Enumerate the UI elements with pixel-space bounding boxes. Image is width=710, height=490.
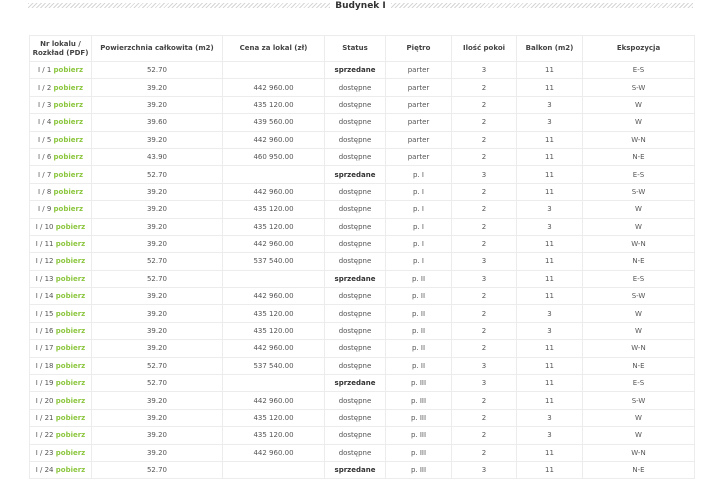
cell-nr [30,183,92,200]
cell-status: dostępne [325,201,386,218]
unit-number: I / 2 [37,83,52,92]
cell-nr [30,270,92,287]
download-plan-link[interactable]: pobierz [53,187,84,196]
cell-exposure: S-W [583,392,695,409]
cell-floor: p. II [386,322,452,339]
cell-rooms: 2 [452,340,517,357]
cell-area: 39.20 [92,183,223,200]
unit-number: I / 21 [35,414,54,422]
table-row [30,96,695,113]
cell-exposure: N-E [583,253,695,270]
cell-balcony: 11 [517,62,583,79]
table-header-row [30,36,695,62]
download-plan-link[interactable]: pobierz [55,222,86,231]
cell-area: 52.70 [92,62,223,79]
cell-floor: p. III [386,375,452,392]
cell-price: 435 120.00 [223,201,325,218]
cell-area: 39.20 [92,218,223,235]
table-row [30,114,695,131]
column-header-area: Powierzchnia całkowita (m2) [92,36,223,62]
cell-nr [30,288,92,305]
download-plan-link[interactable]: pobierz [55,361,86,370]
table-row [30,166,695,183]
cell-nr [30,114,92,131]
download-plan-link[interactable]: pobierz [55,379,86,388]
cell-price: 435 120.00 [223,427,325,444]
cell-balcony: 11 [517,253,583,270]
cell-price: 442 960.00 [223,288,325,305]
cell-exposure: E-S [583,375,695,392]
cell-exposure: W [583,114,695,131]
cell-exposure: S-W [583,288,695,305]
cell-floor: p. II [386,288,452,305]
cell-rooms: 3 [452,270,517,287]
cell-status: dostępne [325,253,386,270]
table-row [30,201,695,218]
download-plan-link[interactable]: pobierz [53,153,84,162]
cell-status: dostępne [325,183,386,200]
cell-nr [30,148,92,165]
cell-status: dostępne [325,305,386,322]
cell-nr [30,392,92,409]
cell-rooms: 2 [452,131,517,148]
cell-status: dostępne [325,114,386,131]
table-row [30,340,695,357]
unit-number: I / 18 [35,361,54,370]
cell-balcony: 11 [517,288,583,305]
column-header-rooms: Ilość pokoi [452,36,517,62]
section-heading [0,0,710,12]
table-row [30,253,695,270]
cell-area: 39.60 [92,114,223,131]
cell-exposure: W [583,322,695,339]
cell-price: 537 540.00 [223,357,325,374]
cell-nr [30,409,92,426]
download-plan-link[interactable]: pobierz [55,240,86,249]
cell-rooms: 2 [452,409,517,426]
cell-nr [30,201,92,218]
cell-status: sprzedane [325,166,386,183]
cell-price: 435 120.00 [223,96,325,113]
cell-floor: parter [386,79,452,96]
cell-exposure: W [583,427,695,444]
unit-number: I / 9 [37,205,52,214]
column-header-nr: Nr lokalu / Rozkład (PDF) [30,36,92,62]
cell-nr [30,131,92,148]
cell-balcony: 3 [517,201,583,218]
cell-floor: p. I [386,166,452,183]
cell-balcony: 11 [517,131,583,148]
cell-rooms: 2 [452,444,517,461]
cell-area: 52.70 [92,375,223,392]
column-header-status: Status [325,36,386,62]
cell-balcony: 3 [517,96,583,113]
cell-status: dostępne [325,288,386,305]
cell-floor: p. I [386,201,452,218]
cell-nr [30,427,92,444]
download-plan-link[interactable]: pobierz [53,170,84,179]
cell-area: 52.70 [92,166,223,183]
cell-price [223,166,325,183]
cell-rooms: 2 [452,148,517,165]
table-row [30,148,695,165]
unit-number: I / 8 [37,187,52,196]
cell-area: 52.70 [92,253,223,270]
cell-balcony: 3 [517,305,583,322]
cell-exposure: W-N [583,340,695,357]
cell-price [223,461,325,478]
cell-price: 442 960.00 [223,235,325,252]
download-plan-link[interactable]: pobierz [55,448,86,457]
cell-floor: p. II [386,305,452,322]
table-row [30,322,695,339]
cell-balcony: 3 [517,322,583,339]
cell-status: dostępne [325,340,386,357]
cell-exposure: W [583,409,695,426]
table-row [30,409,695,426]
cell-floor: p. I [386,235,452,252]
table-row [30,218,695,235]
cell-area: 39.20 [92,288,223,305]
cell-floor: p. I [386,218,452,235]
cell-area: 39.20 [92,305,223,322]
cell-floor: p. III [386,392,452,409]
cell-balcony: 11 [517,357,583,374]
cell-floor: p. II [386,270,452,287]
cell-exposure: N-E [583,461,695,478]
download-plan-link[interactable]: pobierz [55,327,86,336]
table-row [30,131,695,148]
cell-rooms: 2 [452,114,517,131]
cell-floor: p. II [386,340,452,357]
download-plan-link[interactable]: pobierz [55,414,86,422]
cell-rooms: 2 [452,96,517,113]
cell-status: dostępne [325,357,386,374]
cell-price [223,375,325,392]
cell-floor: p. III [386,409,452,426]
download-plan-link[interactable]: pobierz [55,292,86,301]
table-row [30,79,695,96]
cell-exposure: W-N [583,131,695,148]
cell-status: sprzedane [325,461,386,478]
download-plan-link[interactable]: pobierz [55,431,86,440]
cell-rooms: 2 [452,322,517,339]
cell-exposure: E-S [583,270,695,287]
cell-exposure: E-S [583,62,695,79]
download-plan-link[interactable]: pobierz [55,466,86,475]
cell-price: 442 960.00 [223,79,325,96]
cell-price: 435 120.00 [223,322,325,339]
unit-number: I / 5 [37,135,52,144]
cell-price: 442 960.00 [223,444,325,461]
cell-rooms: 2 [452,235,517,252]
heading-divider-left [28,3,330,8]
cell-status: sprzedane [325,62,386,79]
cell-price: 442 960.00 [223,340,325,357]
cell-status: dostępne [325,96,386,113]
cell-rooms: 2 [452,79,517,96]
unit-number: I / 6 [37,153,52,162]
cell-exposure: W [583,96,695,113]
table-row [30,270,695,287]
unit-number: I / 4 [37,118,52,127]
cell-balcony: 11 [517,444,583,461]
cell-rooms: 3 [452,166,517,183]
cell-status: dostępne [325,131,386,148]
cell-rooms: 2 [452,201,517,218]
cell-rooms: 3 [452,461,517,478]
cell-floor: parter [386,96,452,113]
cell-area: 39.20 [92,409,223,426]
cell-exposure: N-E [583,148,695,165]
cell-area: 39.20 [92,340,223,357]
column-header-floor: Piętro [386,36,452,62]
cell-balcony: 11 [517,375,583,392]
column-header-balcony: Balkon (m2) [517,36,583,62]
table-row [30,62,695,79]
cell-floor: parter [386,62,452,79]
cell-exposure: W [583,218,695,235]
cell-exposure: W [583,201,695,218]
unit-number: I / 3 [37,100,52,109]
download-plan-link[interactable]: pobierz [53,83,84,92]
table-row [30,288,695,305]
cell-balcony: 11 [517,392,583,409]
cell-floor: parter [386,148,452,165]
cell-nr [30,357,92,374]
cell-floor: p. III [386,461,452,478]
cell-status: dostępne [325,409,386,426]
cell-exposure: W [583,305,695,322]
cell-floor: p. I [386,253,452,270]
download-plan-link[interactable]: pobierz [55,344,86,353]
cell-price: 442 960.00 [223,131,325,148]
cell-nr [30,305,92,322]
cell-nr [30,235,92,252]
cell-nr [30,96,92,113]
cell-balcony: 11 [517,235,583,252]
download-plan-link[interactable]: pobierz [53,205,84,214]
cell-floor: p. II [386,357,452,374]
download-plan-link[interactable]: pobierz [53,135,84,144]
download-plan-link[interactable]: pobierz [53,118,84,127]
cell-balcony: 11 [517,79,583,96]
cell-area: 39.20 [92,96,223,113]
cell-floor: p. III [386,427,452,444]
table-row [30,392,695,409]
cell-price [223,62,325,79]
cell-balcony: 11 [517,270,583,287]
table-row [30,427,695,444]
cell-rooms: 2 [452,392,517,409]
unit-number: I / 17 [35,344,54,353]
cell-nr [30,461,92,478]
download-plan-link[interactable]: pobierz [53,100,84,109]
cell-rooms: 3 [452,253,517,270]
cell-status: dostępne [325,218,386,235]
cell-balcony: 11 [517,340,583,357]
cell-price: 537 540.00 [223,253,325,270]
cell-status: dostępne [325,79,386,96]
table-body [30,62,695,479]
cell-rooms: 3 [452,62,517,79]
cell-area: 39.20 [92,131,223,148]
cell-area: 43.90 [92,148,223,165]
cell-status: sprzedane [325,375,386,392]
cell-nr [30,322,92,339]
cell-area: 39.20 [92,235,223,252]
cell-price: 442 960.00 [223,183,325,200]
unit-number: I / 23 [35,448,54,457]
column-header-price: Cena za lokal (zł) [223,36,325,62]
unit-number: I / 16 [35,327,54,336]
cell-area: 39.20 [92,201,223,218]
cell-nr [30,79,92,96]
download-plan-link[interactable]: pobierz [55,257,86,266]
cell-exposure: W-N [583,235,695,252]
cell-nr [30,253,92,270]
cell-area: 52.70 [92,461,223,478]
cell-area: 39.20 [92,444,223,461]
cell-exposure: N-E [583,357,695,374]
cell-floor: parter [386,131,452,148]
download-plan-link[interactable]: pobierz [55,396,86,405]
cell-floor: parter [386,114,452,131]
cell-area: 39.20 [92,392,223,409]
cell-floor: p. I [386,183,452,200]
table-row [30,305,695,322]
cell-balcony: 3 [517,218,583,235]
cell-rooms: 2 [452,288,517,305]
cell-nr [30,166,92,183]
cell-area: 52.70 [92,357,223,374]
cell-rooms: 3 [452,375,517,392]
heading-divider-right [391,3,693,8]
cell-rooms: 2 [452,183,517,200]
table-row [30,461,695,478]
unit-number: I / 7 [37,170,52,179]
download-plan-link[interactable]: pobierz [53,66,84,75]
cell-price: 442 960.00 [223,392,325,409]
cell-nr [30,340,92,357]
cell-area: 52.70 [92,270,223,287]
table-row [30,357,695,374]
cell-status: dostępne [325,427,386,444]
cell-balcony: 11 [517,461,583,478]
cell-status: dostępne [325,444,386,461]
cell-price: 439 560.00 [223,114,325,131]
unit-number: I / 22 [35,431,54,440]
unit-number: I / 15 [35,309,54,318]
cell-balcony: 3 [517,427,583,444]
cell-price: 460 950.00 [223,148,325,165]
cell-rooms: 2 [452,218,517,235]
column-header-exposure: Ekspozycja [583,36,695,62]
cell-exposure: W-N [583,444,695,461]
cell-balcony: 3 [517,114,583,131]
cell-rooms: 2 [452,427,517,444]
table-row [30,444,695,461]
cell-area: 39.20 [92,427,223,444]
cell-balcony: 3 [517,409,583,426]
table-row [30,183,695,200]
cell-area: 39.20 [92,79,223,96]
cell-price [223,270,325,287]
unit-number: I / 10 [35,222,54,231]
unit-number: I / 13 [35,274,54,283]
unit-number: I / 14 [35,292,54,301]
cell-exposure: E-S [583,166,695,183]
cell-nr [30,444,92,461]
cell-rooms: 2 [452,305,517,322]
cell-floor: p. III [386,444,452,461]
cell-status: dostępne [325,392,386,409]
table-row [30,235,695,252]
cell-area: 39.20 [92,322,223,339]
cell-price: 435 120.00 [223,218,325,235]
cell-nr [30,375,92,392]
download-plan-link[interactable]: pobierz [55,309,86,318]
cell-price: 435 120.00 [223,409,325,426]
unit-number: I / 20 [35,396,54,405]
download-plan-link[interactable]: pobierz [55,274,86,283]
cell-status: dostępne [325,322,386,339]
cell-balcony: 11 [517,148,583,165]
unit-number: I / 24 [35,466,54,475]
cell-exposure: S-W [583,79,695,96]
unit-number: I / 19 [35,379,54,388]
cell-status: dostępne [325,235,386,252]
cell-balcony: 11 [517,166,583,183]
cell-status: dostępne [325,148,386,165]
cell-price: 435 120.00 [223,305,325,322]
unit-number: I / 12 [35,257,54,266]
cell-balcony: 11 [517,183,583,200]
cell-nr [30,62,92,79]
unit-number: I / 1 [37,66,52,75]
unit-number: I / 11 [35,240,54,249]
table-row [30,375,695,392]
cell-rooms: 3 [452,357,517,374]
building-title: Budynek I [335,1,386,11]
cell-exposure: S-W [583,183,695,200]
apartments-table [29,35,695,479]
cell-nr [30,218,92,235]
cell-status: sprzedane [325,270,386,287]
